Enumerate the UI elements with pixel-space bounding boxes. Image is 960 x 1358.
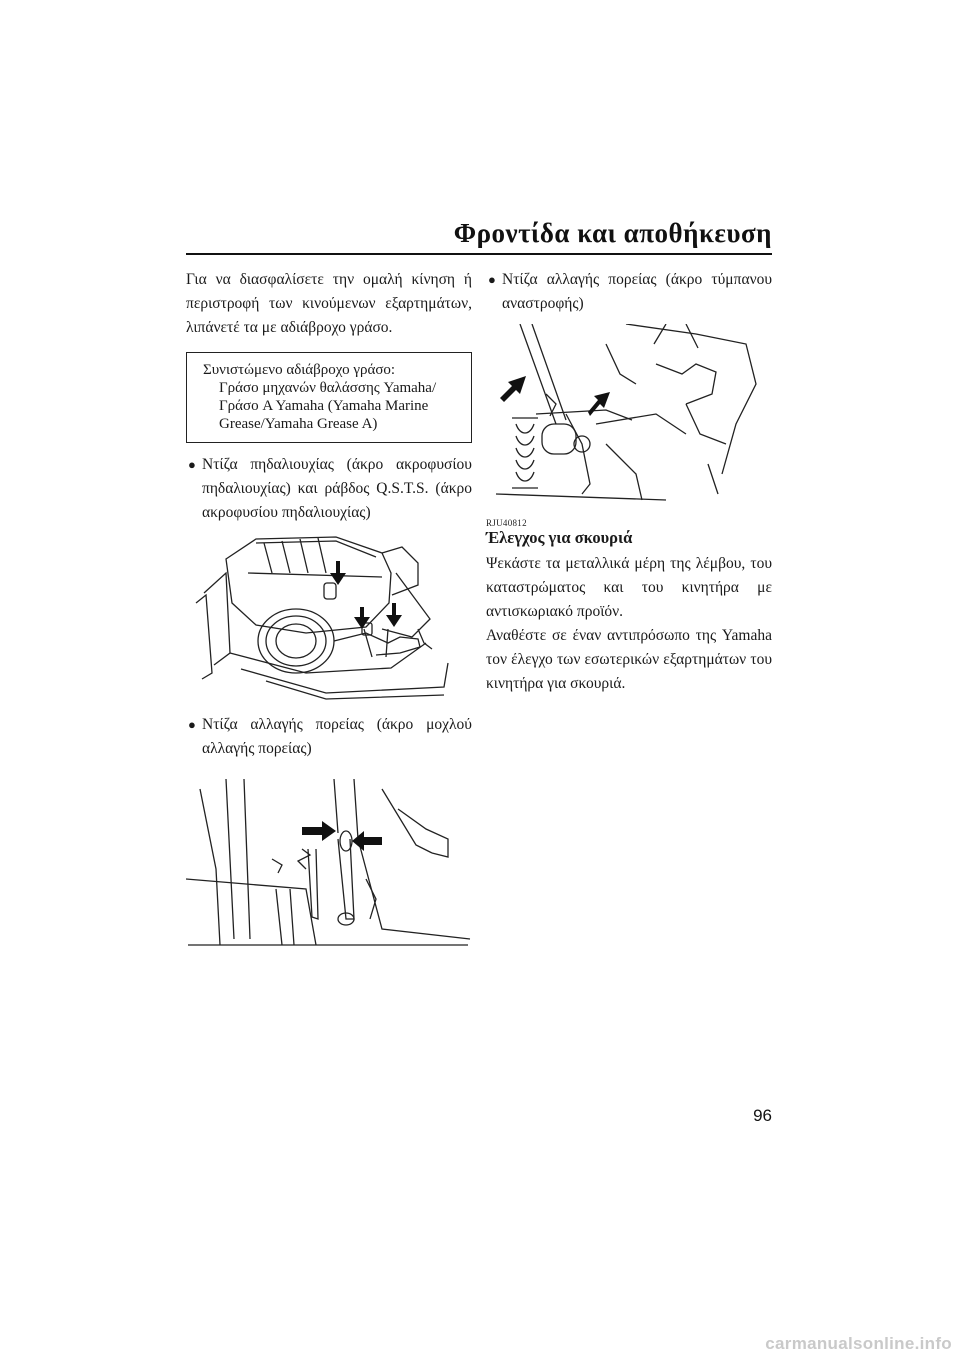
- page-number: 96: [753, 1106, 772, 1125]
- section-heading-rust-check: Έλεγχος για σκουριά: [486, 528, 633, 547]
- figure-reverse-drum: [486, 324, 772, 504]
- grease-box-title: Συνιστώμενο αδιάβροχο γράσο:: [203, 362, 396, 378]
- rust-paragraph-1: Ψεκάστε τα μεταλλικά μέρη της λέμβου, του καταστρώματος και του κινητήρα με αντισκωριακό προϊόν.: [486, 555, 772, 620]
- figure-steering-nozzle: [186, 533, 472, 703]
- intro-paragraph: Για να διασφαλίσετε την ομαλή κίνηση ή περιστροφή των κινούμενων εξαρτημάτων, λιπάνετέ τα με αδιάβροχο γράσο.: [186, 271, 472, 336]
- figure-shift-lever: [186, 769, 472, 949]
- left-column: [186, 268, 472, 949]
- bullet-text: Ντίζα αλλαγής πορείας (άκρο μοχλού αλλαγής πορείας): [202, 716, 472, 757]
- grease-box-value: Γράσο μηχανών θαλάσσης Yamaha/Γράσο A Yamaha (Yamaha Marine Grease/Yamaha Grease A): [219, 380, 437, 432]
- right-column: [486, 268, 772, 696]
- bullet-icon: ●: [188, 457, 196, 472]
- bullet-icon: ●: [488, 272, 496, 287]
- section-code: RJU40812: [486, 518, 527, 528]
- header-rule: [186, 253, 772, 255]
- page-title: Φροντίδα και αποθήκευση: [453, 218, 772, 248]
- bullet-shift-cable-drum: [486, 268, 772, 316]
- bullet-steering-cable: [186, 453, 472, 525]
- rust-paragraph-2: Αναθέστε σε έναν αντιπρόσωπο της Yamaha τον έλεγχο των εσωτερικών εξαρτημάτων του κινητήρα για σκουριά.: [486, 627, 772, 692]
- watermark: carmanualsonline.info: [765, 1334, 952, 1353]
- recommended-grease-box: [186, 352, 472, 443]
- bullet-text: Ντίζα αλλαγής πορείας (άκρο τύμπανου αναστροφής): [502, 271, 772, 312]
- bullet-icon: ●: [188, 717, 196, 732]
- bullet-shift-cable-lever: [186, 713, 472, 761]
- bullet-text: Ντίζα πηδαλιουχίας (άκρο ακροφυσίου πηδαλιουχίας) και ράβδος Q.S.T.S. (άκρο ακροφυσίου πηδαλιουχίας): [202, 456, 472, 521]
